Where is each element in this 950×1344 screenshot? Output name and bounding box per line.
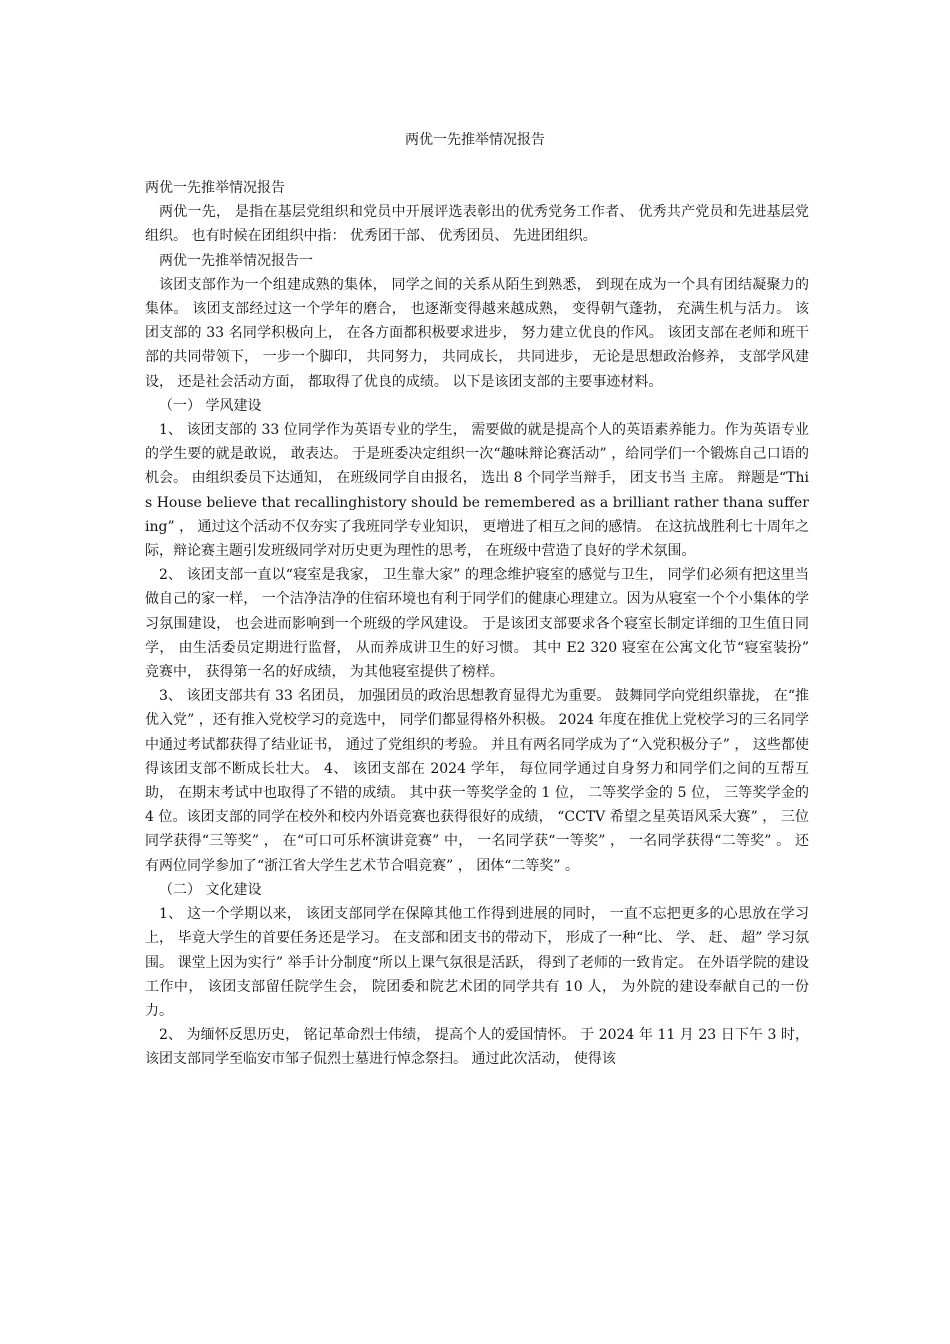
definition-paragraph: 两优一先， 是指在基层党组织和党员中开展评选表彰出的优秀党务工作者、 优秀共产党员和先进基层党组织。 也有时候在团组织中指： 优秀团干部、 优秀团员、 先进团组织。 — [145, 204, 809, 245]
section-heading-culture: （二） 文化建设 — [159, 881, 262, 898]
report-heading: 两优一先推举情况报告一 — [159, 252, 313, 269]
culture-item-2: 2、 为缅怀反思历史， 铭记革命烈士伟绩， 提高个人的爱国情怀。 于 2024 年 11 月 23 日下午 3 时， 该团支部同学至临安市邹子侃烈士墓进行悼念祭扫。 通过此次活动， 使得该 — [145, 1027, 809, 1068]
culture-item-1: 1、 这一个学期以来， 该团支部同学在保障其他工作得到进展的同时， 一直不忘把更多的心思放在学习上， 毕竟大学生的首要任务还是学习。 在支部和团支书的带动下， 形成了一种“比、 学、 赶、 超” 学习氛围。 课堂上因为实行” 举手计分制度“所以上课气氛很是活跃， 得到了老师的一致肯定。 在外语学院的建设工作中， 该团支部留任院学生会， 院团委和院艺术团的同学共有 10 人， 为外院的建设奉献自己的一份力。 — [145, 906, 809, 1019]
document-body — [145, 176, 809, 1072]
study-item-1: 1、 该团支部的 33 位同学作为英语专业的学生， 需要做的就是提高个人的英语素养能力。作为英语专业的学生要的就是敢说， 敢表达。 于是班委决定组织一次“趣味辩论赛活动” ，给同学们一个锻炼自己口语的机会。 由组织委员下达通知， 在班级同学自由报名， 选出 8 个同学当辩手， 团支书当 主席。 辩题是“This House believe that recallinghistory should be remembered as a brilliant rather thana suffering” ， 通过这个活动不仅夯实了我班同学专业知识， 更增进了相互之间的感情。 在这抗战胜利七十周年之际，辩论赛主题引发班级同学对历史更为理性的思考， 在班级中营造了良好的学术氛围。 — [145, 422, 809, 560]
study-item-2: 2、 该团支部一直以“寝室是我家， 卫生靠大家” 的理念维护寝室的感觉与卫生， 同学们必须有把这里当做自己的家一样， 一个洁净洁净的住宿环境也有利于同学们的健康心理建立。因为从寝室一个个小集体的学习氛围建设， 也会进而影响到一个班级的学风建设。 于是该团支部要求各个寝室长制定详细的卫生值日同学， 由生活委员定期进行监督， 从而养成讲卫生的好习惯。 其中 E2 320 寝室在公寓文化节“寝室装扮” 竞赛中， 获得第一名的好成绩， 为其他寝室提供了榜样。 — [145, 567, 809, 681]
subtitle-paragraph: 两优一先推举情况报告 — [145, 180, 285, 196]
study-item-3: 3、 该团支部共有 33 名团员， 加强团员的政治思想教育显得尤为重要。 鼓舞同学向党组织靠拢， 在“推优入党” ，还有推入党校学习的竞选中， 同学们都显得格外积极。 2024 年度在推优上党校学习的三名同学中通过考试都获得了结业证书， 通过了党组织的考验。 并且有两名同学成为了“入党积极分子” ， 这些都使得该团支部不断成长壮大。 4、 该团支部在 2024 学年， 每位同学通过自身努力和同学们之间的互帮互助， 在期末考试中也取得了不错的成绩。 其中获一等奖学金的 1 位， 二等奖学金的 5 位， 三等奖学金的 4 位。该团支部的同学在校外和校内外语竞赛也获得很好的成绩， “CCTV 希望之星英语风采大赛” ， 三位同学获得“三等奖” ， 在“可口可乐杯演讲竞赛” 中， 一名同学获“一等奖” ， 一名同学获得“二等奖” 。 还有两位同学参加了“浙江省大学生艺术节合唱竞赛” ， 团体“二等奖” 。 — [145, 688, 809, 874]
section-heading-study: （一） 学风建设 — [159, 397, 262, 414]
intro-paragraph: 该团支部作为一个组建成熟的集体， 同学之间的关系从陌生到熟悉， 到现在成为一个具有团结凝聚力的集体。 该团支部经过这一个学年的磨合， 也逐渐变得越来越成熟， 变得朝气蓬勃， 充满生机与活力。 该团支部的 33 名同学积极向上， 在各方面都积极要求进步， 努力建立优良的作风。 该团支部在老师和班干部的共同带领下， 一步一个脚印， 共同努力， 共同成长， 共同进步， 无论是思想政治修养， 支部学风建设， 还是社会活动方面， 都取得了优良的成绩。 以下是该团支部的主要事迹材料。 — [145, 276, 809, 390]
document-title: 两优一先推举情况报告 — [405, 132, 545, 148]
